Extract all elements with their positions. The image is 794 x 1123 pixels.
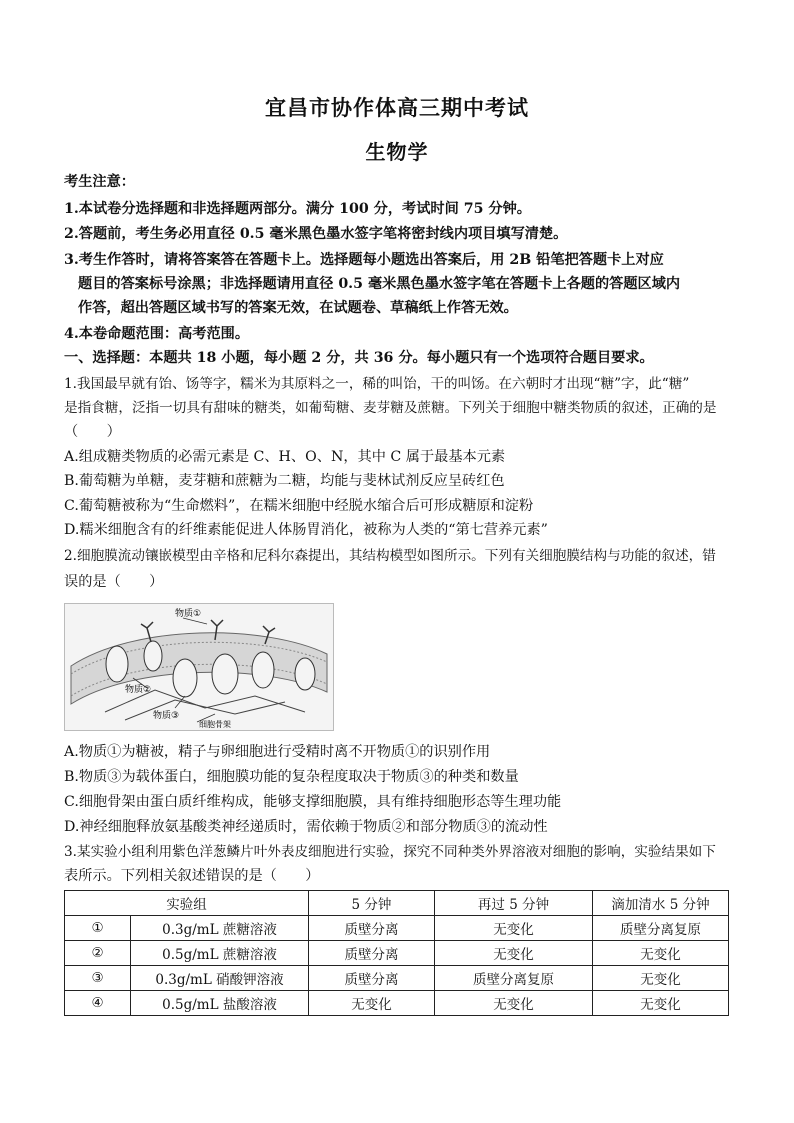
notice-item: 3.考生作答时，请将答案答在答题卡上。选择题每小题选出答案后，用 2B 铅笔把答题卡上对应 (64, 252, 664, 268)
notice-item: 题目的答案标号涂黑；非选择题请用直径 0.5 毫米黑色墨水签字笔在答题卡上各题的答题区域内 (78, 276, 681, 292)
table-cell: 质壁分离 (309, 941, 435, 966)
table-cell: 无变化 (593, 941, 729, 966)
table-cell: ④ (65, 991, 131, 1016)
table-row (65, 941, 729, 966)
q2-option-a: A.物质①为糖被，精子与卵细胞进行受精时离不开物质①的识别作用 (64, 744, 491, 760)
label-substance-3: 物质③ (153, 711, 180, 721)
table-cell: 无变化 (593, 966, 729, 991)
notice-heading: 考生注意： (64, 174, 135, 190)
table-cell: 质壁分离复原 (593, 916, 729, 941)
section-heading: 一、选择题：本题共 18 小题，每小题 2 分，共 36 分。每小题只有一个选项符合题目要求。 (64, 350, 654, 366)
table-cell: 无变化 (309, 991, 435, 1016)
q2-option-c: C.细胞骨架由蛋白质纤维构成，能够支撑细胞膜，具有维持细胞形态等生理功能 (64, 794, 562, 810)
q2-stem-line: 误的是（ ） (64, 574, 164, 590)
table-cell: ③ (65, 966, 131, 991)
table-cell: ② (65, 941, 131, 966)
table-row (65, 966, 729, 991)
q2-option-d: D.神经细胞释放氨基酸类神经递质时，需依赖于物质②和部分物质③的流动性 (64, 819, 548, 835)
table-row (65, 916, 729, 941)
notice-item: 1.本试卷分选择题和非选择题两部分。满分 100 分，考试时间 75 分钟。 (64, 201, 531, 217)
table-cell: 0.5g/mL 蔗糖溶液 (131, 941, 309, 966)
q1-option-a: A.组成糖类物质的必需元素是 C、H、O、N，其中 C 属于最基本元素 (64, 449, 506, 465)
table-cell: 0.3g/mL 蔗糖溶液 (131, 916, 309, 941)
table-cell: 无变化 (435, 916, 593, 941)
q1-stem-line: （ ） (64, 424, 121, 440)
label-substance-1: 物质① (175, 609, 202, 619)
table-header: 5 分钟 (309, 891, 435, 916)
notice-item: 4.本卷命题范围：高考范围。 (64, 326, 250, 342)
table-cell: 无变化 (593, 991, 729, 1016)
table-cell: 0.3g/mL 硝酸钾溶液 (131, 966, 309, 991)
q1-stem-line: 1.我国最早就有饴、饧等字，糯米为其原料之一，稀的叫饴，干的叫饧。在六朝时才出现“糖”字，此“糖” (64, 376, 690, 392)
label-cytoskeleton: 细胞骨架 (199, 720, 231, 729)
table-header: 实验组 (65, 891, 309, 916)
table-header: 滴加清水 5 分钟 (593, 891, 729, 916)
exam-title: 宜昌市协作体高三期中考试 (265, 95, 529, 120)
table-cell: ① (65, 916, 131, 941)
table-cell: 0.5g/mL 盐酸溶液 (131, 991, 309, 1016)
table-header: 再过 5 分钟 (435, 891, 593, 916)
table-cell: 质壁分离 (309, 916, 435, 941)
table-cell: 无变化 (435, 941, 593, 966)
table-header-row (65, 891, 729, 916)
subject-title: 生物学 (365, 140, 429, 164)
experiment-table (64, 890, 729, 1016)
table-row (65, 991, 729, 1016)
table-cell: 质壁分离复原 (435, 966, 593, 991)
q1-option-d: D.糯米细胞含有的纤维素能促进人体肠胃消化，被称为人类的“第七营养元素” (64, 522, 548, 538)
notice-item: 2.答题前，考生务必用直径 0.5 毫米黑色墨水签字笔将密封线内项目填写清楚。 (64, 226, 568, 242)
table-cell: 质壁分离 (309, 966, 435, 991)
membrane-diagram (65, 604, 333, 730)
q3-stem-line: 表所示。下列相关叙述错误的是（ ） (64, 868, 320, 884)
q1-option-c: C.葡萄糖被称为“生命燃料”，在糯米细胞中经脱水缩合后可形成糖原和淀粉 (64, 498, 534, 514)
q2-stem-line: 2.细胞膜流动镶嵌模型由辛格和尼科尔森提出，其结构模型如图所示。下列有关细胞膜结构与功能的叙述，错 (64, 548, 716, 564)
label-substance-2: 物质② (125, 685, 152, 695)
q1-option-b: B.葡萄糖为单糖，麦芽糖和蔗糖为二糖，均能与斐林试剂反应呈砖红色 (64, 473, 505, 489)
q1-stem-line: 是指食糖，泛指一切具有甜味的糖类，如葡萄糖、麦芽糖及蔗糖。下列关于细胞中糖类物质的叙述，正确的是 (64, 400, 717, 416)
q3-stem-line: 3.某实验小组利用紫色洋葱鳞片叶外表皮细胞进行实验，探究不同种类外界溶液对细胞的影响，实验结果如下 (64, 844, 716, 860)
notice-item: 作答，超出答题区域书写的答案无效，在试题卷、草稿纸上作答无效。 (78, 300, 518, 316)
cell-membrane-figure (64, 603, 334, 731)
q2-option-b: B.物质③为载体蛋白，细胞膜功能的复杂程度取决于物质③的种类和数量 (64, 769, 519, 785)
table-cell: 无变化 (435, 991, 593, 1016)
